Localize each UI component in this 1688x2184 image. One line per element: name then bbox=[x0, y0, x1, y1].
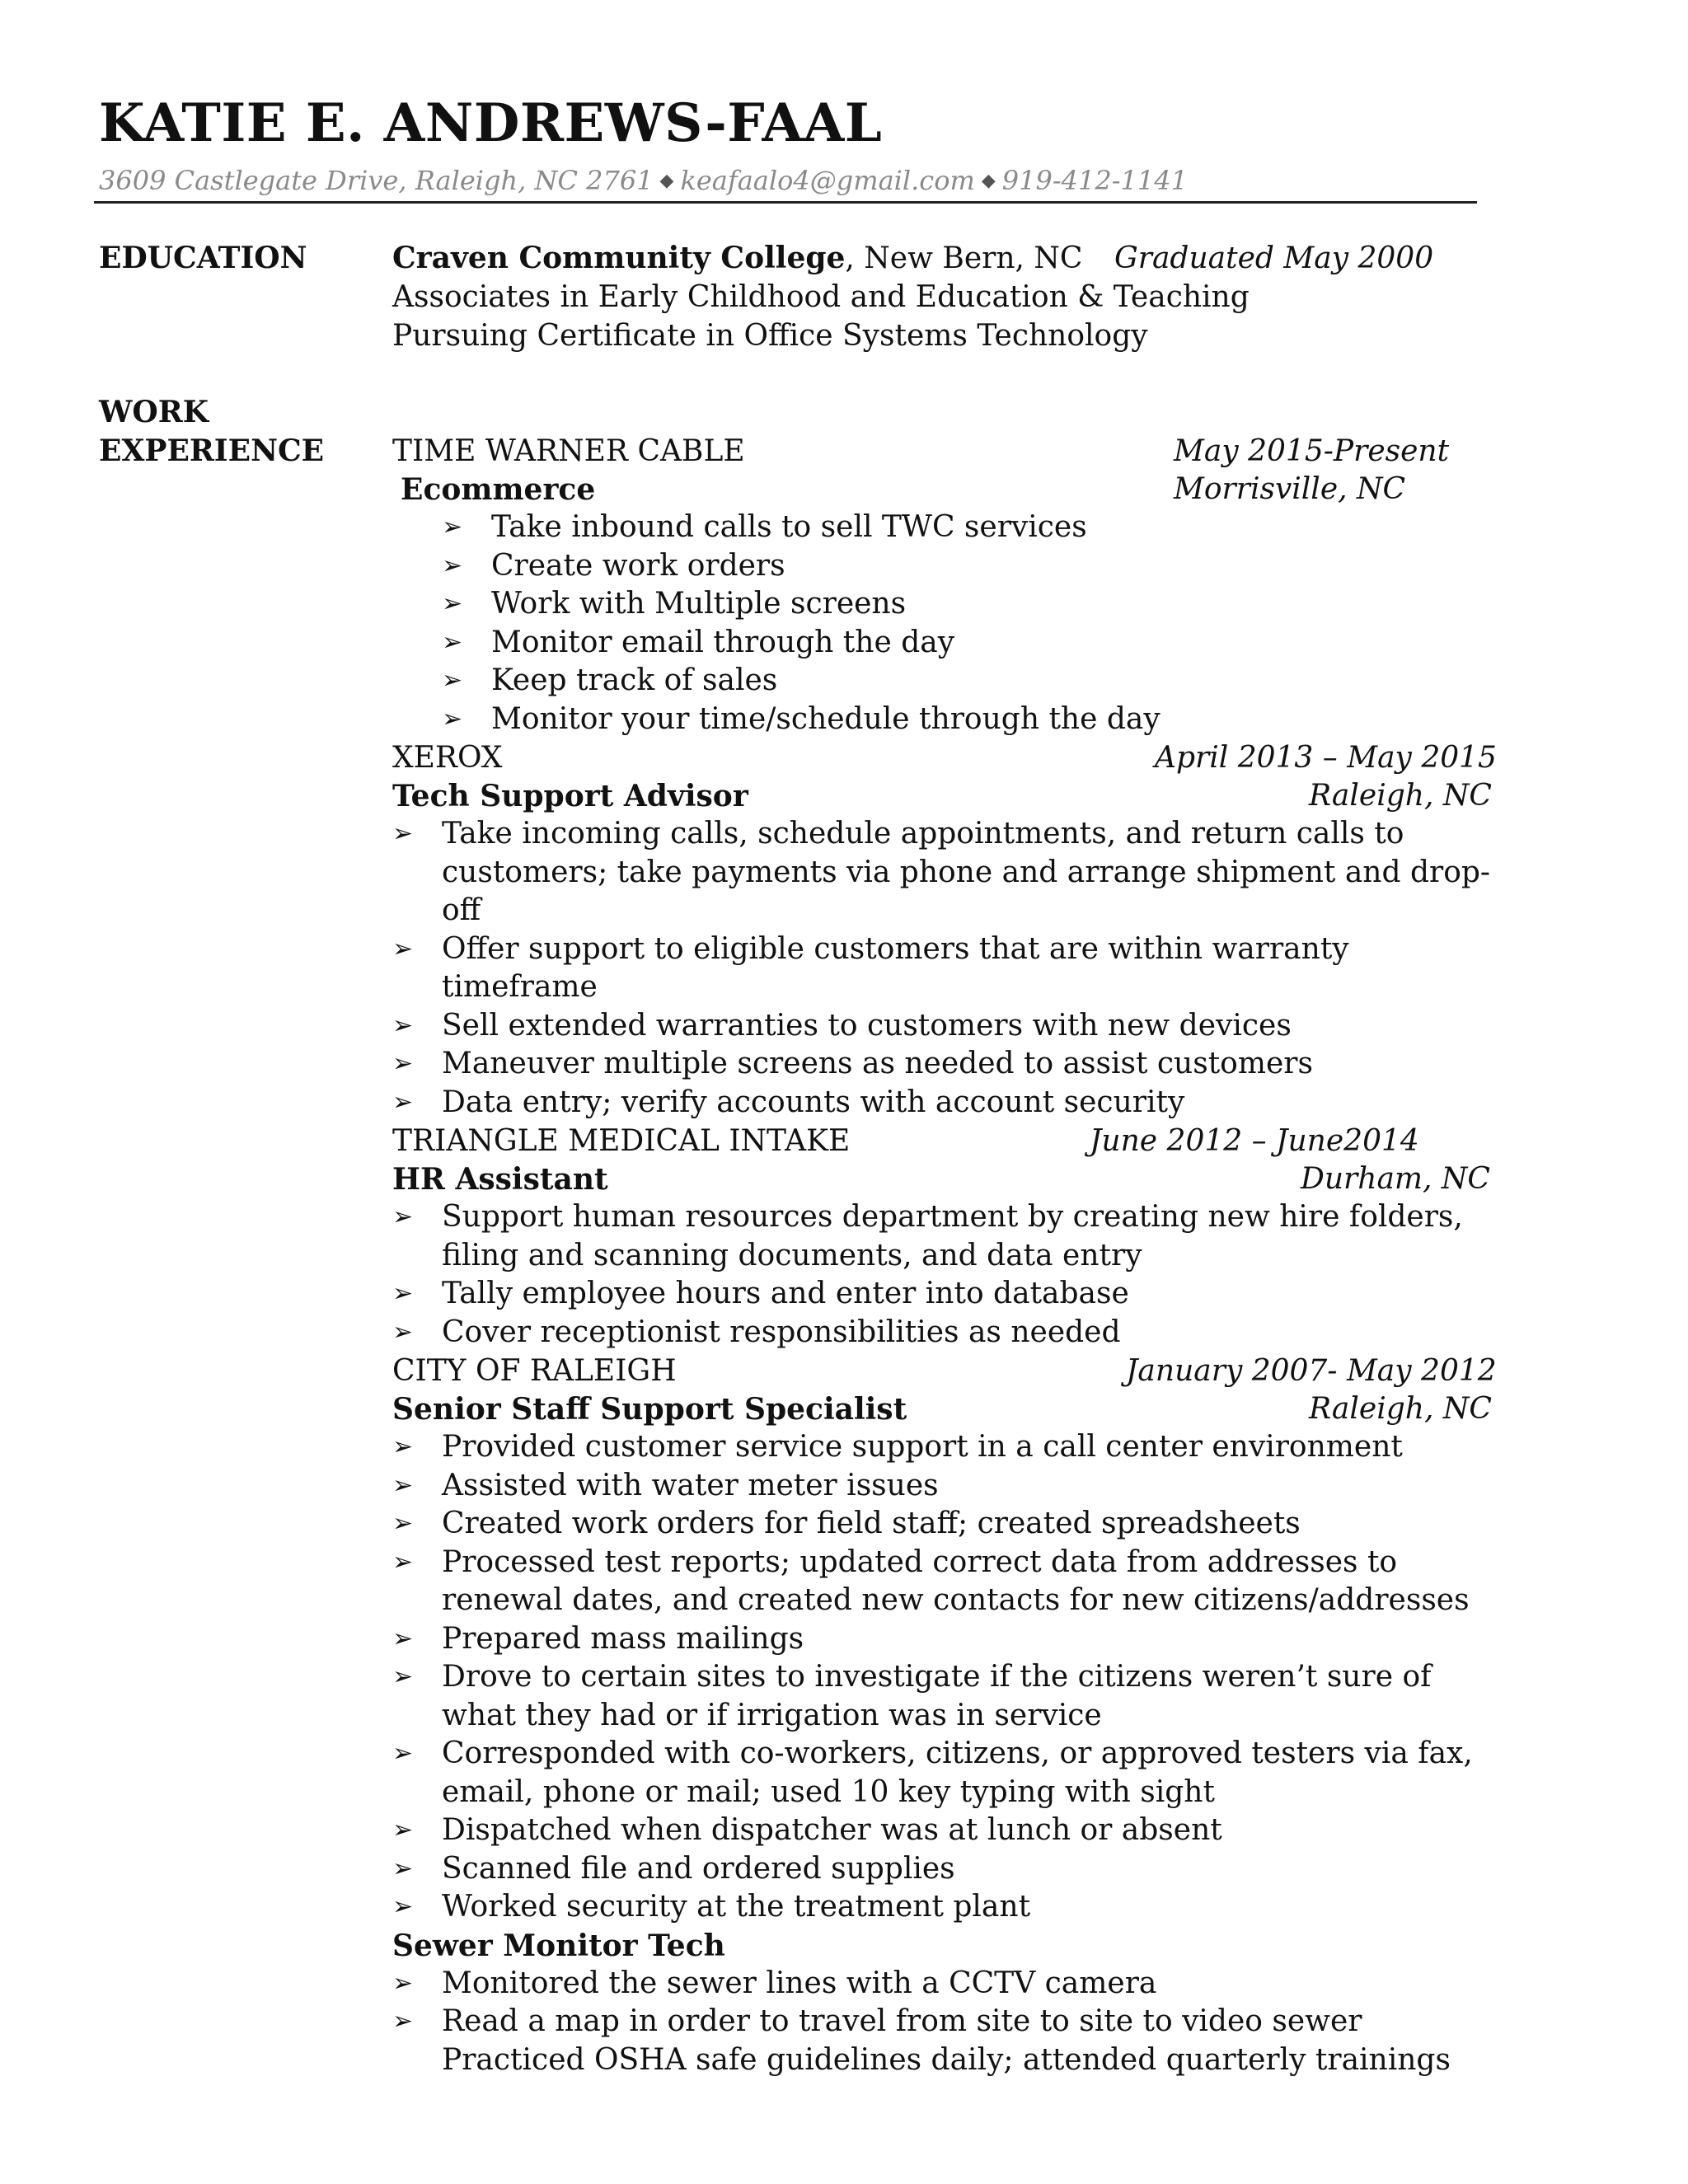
education-heading: EDUCATION bbox=[99, 241, 307, 275]
degree: Associates in Early Childhood and Education & Teaching bbox=[392, 280, 1250, 314]
arrow-bullet-icon: ➢ bbox=[392, 1892, 414, 1921]
work-heading-line1: WORK bbox=[99, 395, 209, 429]
arrow-bullet-icon: ➢ bbox=[392, 1624, 414, 1653]
list-item: ➢ Monitored the sewer lines with a CCTV camera bbox=[392, 1965, 1497, 2004]
job-dates: June 2012 – June2014 bbox=[1090, 1124, 1419, 1158]
list-item: ➢ Created work orders for field staff; created spreadsheets bbox=[392, 1505, 1497, 1544]
list-item: ➢ Create work orders bbox=[392, 547, 1497, 586]
arrow-bullet-icon: ➢ bbox=[442, 513, 463, 541]
company-name: TRIANGLE MEDICAL INTAKE bbox=[392, 1124, 851, 1158]
list-item: ➢ Take inbound calls to sell TWC services bbox=[392, 509, 1497, 547]
job-title-line bbox=[392, 1160, 1497, 1198]
job-title-line bbox=[392, 777, 1497, 815]
job-title-line bbox=[392, 1390, 1497, 1428]
arrow-bullet-icon: ➢ bbox=[392, 1547, 414, 1577]
company-name: CITY OF RALEIGH bbox=[392, 1354, 677, 1388]
job-header bbox=[392, 738, 1497, 777]
arrow-bullet-icon: ➢ bbox=[392, 1509, 414, 1538]
job-title-line bbox=[392, 471, 1497, 509]
list-item: ➢ Work with Multiple screens bbox=[392, 585, 1497, 624]
job-location: Raleigh, NC bbox=[1309, 1392, 1492, 1426]
arrow-bullet-icon: ➢ bbox=[392, 1317, 414, 1347]
school-location: , New Bern, NC bbox=[845, 241, 1083, 275]
arrow-bullet-icon: ➢ bbox=[392, 1010, 414, 1040]
job-title: HR Assistant bbox=[392, 1162, 608, 1197]
work-section bbox=[392, 432, 1497, 2079]
job-bullets bbox=[392, 509, 1497, 738]
job-bullets bbox=[392, 815, 1497, 1122]
arrow-bullet-icon: ➢ bbox=[392, 1279, 414, 1308]
school-line bbox=[392, 239, 1497, 278]
arrow-bullet-icon: ➢ bbox=[392, 1470, 414, 1500]
header-divider bbox=[94, 201, 1477, 204]
list-item: ➢ Monitor email through the day bbox=[392, 624, 1497, 663]
job-location: Durham, NC bbox=[1301, 1162, 1490, 1196]
job-title: Senior Staff Support Specialist bbox=[392, 1392, 907, 1427]
diamond-separator-icon: ◆ bbox=[981, 171, 996, 191]
list-item: ➢ Prepared mass mailings bbox=[392, 1620, 1497, 1659]
email: keafaalo4@gmail.com bbox=[680, 165, 975, 196]
address: 3609 Castlegate Drive, Raleigh, NC 2761 bbox=[99, 165, 654, 196]
list-item: ➢ Assisted with water meter issues bbox=[392, 1467, 1497, 1506]
arrow-bullet-icon: ➢ bbox=[392, 1049, 414, 1078]
list-item: ➢ Corresponded with co-workers, citizens, or approved testers via fax, email, phone or mail; used 10 key typing with sight bbox=[392, 1736, 1473, 1809]
list-item: ➢ Monitor your time/schedule through the day bbox=[392, 701, 1497, 739]
arrow-bullet-icon: ➢ bbox=[392, 1202, 414, 1231]
list-item: ➢ Maneuver multiple screens as needed to assist customers bbox=[392, 1045, 1497, 1084]
list-item: ➢ Take incoming calls, schedule appointments, and return calls to customers; take payments via phone and arrange shipment and drop-off bbox=[392, 817, 1491, 927]
work-heading-line2: EXPERIENCE bbox=[99, 434, 325, 468]
job-dates: May 2015-Present bbox=[1174, 434, 1450, 468]
graduation-date: Graduated May 2000 bbox=[1114, 241, 1434, 275]
list-item: ➢ Keep track of sales bbox=[392, 662, 1497, 701]
arrow-bullet-icon: ➢ bbox=[392, 1816, 414, 1844]
list-item: ➢ Sell extended warranties to customers with new devices bbox=[392, 1007, 1497, 1046]
list-item: ➢ Read a map in order to travel from site to site to video sewer Practiced OSHA safe guidelines daily; attended quarterly trainings bbox=[392, 2004, 1451, 2077]
arrow-bullet-icon: ➢ bbox=[392, 934, 414, 963]
arrow-bullet-icon: ➢ bbox=[392, 1662, 414, 1691]
arrow-bullet-icon: ➢ bbox=[392, 1968, 414, 1998]
list-item: ➢ Dispatched when dispatcher was at lunch or absent bbox=[392, 1811, 1497, 1850]
company-name: TIME WARNER CABLE bbox=[392, 434, 745, 468]
list-item: ➢ Cover receptionist responsibilities as needed bbox=[392, 1314, 1497, 1352]
job-bullets bbox=[392, 1198, 1497, 1352]
arrow-bullet-icon: ➢ bbox=[392, 819, 414, 848]
arrow-bullet-icon: ➢ bbox=[442, 627, 463, 657]
job-title: Tech Support Advisor bbox=[392, 779, 748, 813]
contact-line bbox=[99, 165, 1188, 196]
list-item: ➢ Tally employee hours and enter into database bbox=[392, 1275, 1497, 1314]
arrow-bullet-icon: ➢ bbox=[442, 551, 463, 580]
list-item: ➢ Processed test reports; updated correct data from addresses to renewal dates, and created new contacts for new citizens/addresses bbox=[392, 1544, 1470, 1617]
diamond-separator-icon: ◆ bbox=[659, 171, 674, 191]
arrow-bullet-icon: ➢ bbox=[392, 1087, 414, 1117]
list-item: ➢ Support human resources department by creating new hire folders, filing and scanning documents, and data entry bbox=[392, 1200, 1463, 1272]
job-header bbox=[392, 1352, 1497, 1390]
arrow-bullet-icon: ➢ bbox=[392, 1854, 414, 1883]
company-name: XEROX bbox=[392, 741, 503, 775]
school-name: Craven Community College bbox=[392, 241, 846, 275]
list-item: ➢ Offer support to eligible customers that are within warranty timeframe bbox=[392, 931, 1349, 1004]
certificate: Pursuing Certificate in Office Systems Technology bbox=[392, 319, 1148, 353]
job-dates: January 2007- May 2012 bbox=[1126, 1354, 1497, 1388]
job-dates: April 2013 – May 2015 bbox=[1155, 741, 1497, 775]
arrow-bullet-icon: ➢ bbox=[442, 666, 463, 695]
list-item: ➢ Data entry; verify accounts with account security bbox=[392, 1084, 1497, 1122]
arrow-bullet-icon: ➢ bbox=[442, 589, 463, 618]
job-location: Morrisville, NC bbox=[1174, 472, 1406, 506]
job-subtitle: Sewer Monitor Tech bbox=[392, 1928, 725, 1963]
job-location: Raleigh, NC bbox=[1309, 779, 1492, 813]
job-title: Ecommerce bbox=[401, 472, 596, 507]
list-item: ➢ Drove to certain sites to investigate if the citizens weren’t sure of what they had or if irrigation was in service bbox=[392, 1660, 1432, 1732]
candidate-name: KATIE E. ANDREWS-FAAL bbox=[99, 92, 883, 154]
arrow-bullet-icon: ➢ bbox=[392, 1432, 414, 1461]
arrow-bullet-icon: ➢ bbox=[392, 1739, 414, 1768]
arrow-bullet-icon: ➢ bbox=[442, 704, 463, 733]
list-item: ➢ Worked security at the treatment plant bbox=[392, 1888, 1497, 1927]
list-item: ➢ Scanned file and ordered supplies bbox=[392, 1850, 1497, 1889]
job-header bbox=[392, 1122, 1497, 1160]
job-sub-bullets bbox=[392, 1965, 1497, 2080]
list-item: ➢ Provided customer service support in a call center environment bbox=[392, 1428, 1497, 1467]
arrow-bullet-icon: ➢ bbox=[392, 2007, 414, 2036]
job-header bbox=[392, 432, 1497, 471]
education-section bbox=[392, 239, 1497, 355]
job-bullets bbox=[392, 1428, 1497, 1927]
phone: 919-412-1141 bbox=[1001, 165, 1188, 196]
